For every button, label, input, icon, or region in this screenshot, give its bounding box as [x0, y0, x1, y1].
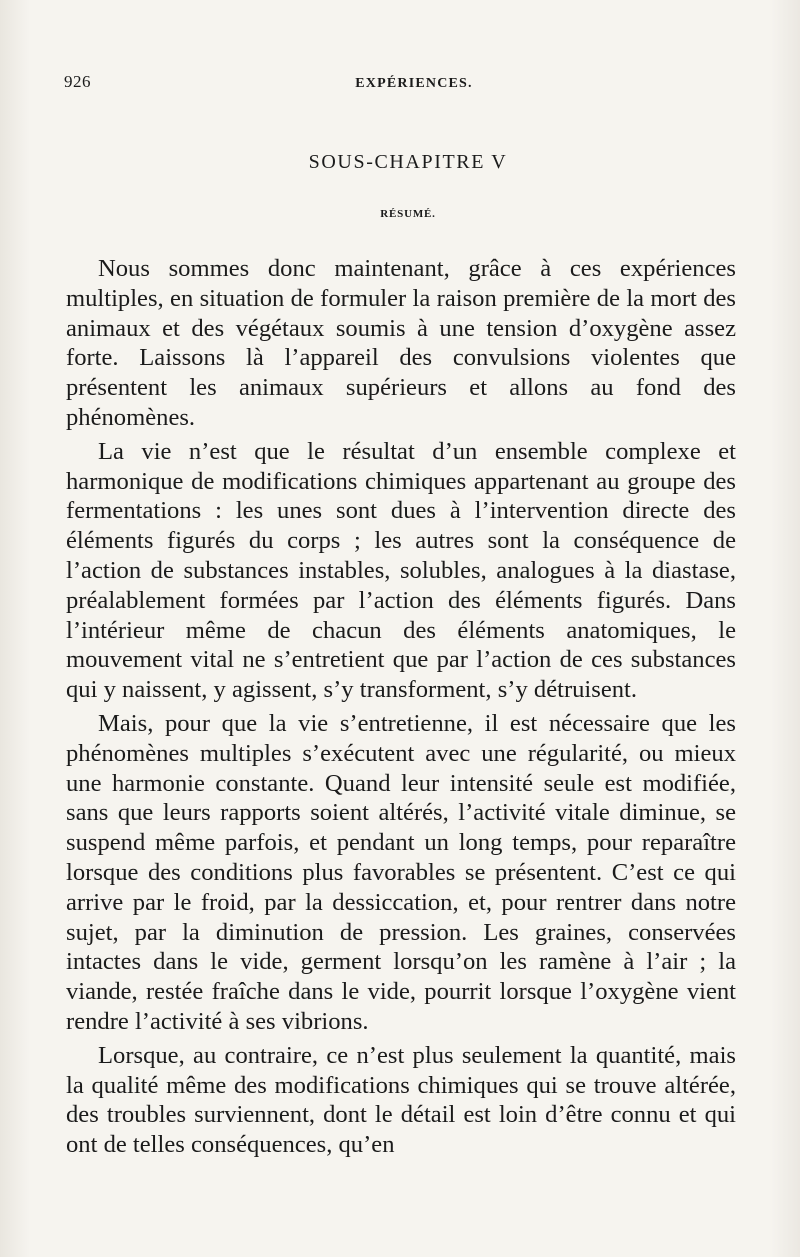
- section-title: RÉSUMÉ.: [380, 208, 436, 220]
- page-number: 926: [64, 72, 91, 91]
- paragraph: La vie n’est que le résultat d’un ensemble complexe et harmonique de modifications chimiques appartenant au groupe des fermentations : les unes sont dues à l’intervention directe des éléments figurés du corps ; les autres sont la conséquence de l’action de substances instables, solubles, analogues à la diastase, préalablement formées par l’action des éléments figurés. Dans l’intérieur même de chacun des éléments anatomiques, le mouvement vital ne s’entretient que par l’action de ces substances qui y naissent, y agissent, s’y transforment, s’y détruisent.: [66, 437, 736, 704]
- body-text: [66, 254, 736, 1164]
- paragraph: Lorsque, au contraire, ce n’est plus seulement la quantité, mais la qualité même des modifications chimiques qui se trouve altérée, des troubles surviennent, dont le détail est loin d’être connu et qui ont de telles conséquences, qu’en: [66, 1041, 736, 1159]
- chapter-title: SOUS-CHAPITRE V: [308, 151, 508, 173]
- paragraph: Nous sommes donc maintenant, grâce à ces expériences multiples, en situation de formuler la raison première de la mort des animaux et des végétaux soumis à une tension d’oxygène assez forte. Laissons là l’appareil des convulsions violentes que présentent les animaux supérieurs et allons au fond des phénomènes.: [66, 255, 736, 431]
- paragraph: Mais, pour que la vie s’entretienne, il est nécessaire que les phénomènes multiples s’exécutent avec une régularité, ou mieux une harmonie constante. Quand leur intensité seule est modifiée, sans que leurs rapports soient altérés, l’activité vitale diminue, se suspend même parfois, et pendant un long temps, pour reparaître lorsque des conditions plus favorables se présentent. C’est ce qui arrive par le froid, par la dessiccation, et, pour rentrer dans notre sujet, par la diminution de pression. Les graines, conservées intactes dans le vide, germent lorsqu’on les ramène à l’air ; la viande, restée fraîche dans le vide, pourrit lorsque l’oxygène vient rendre l’activité à ses vibrions.: [66, 709, 736, 1035]
- page-header: [64, 72, 736, 98]
- running-head: EXPÉRIENCES.: [355, 76, 473, 91]
